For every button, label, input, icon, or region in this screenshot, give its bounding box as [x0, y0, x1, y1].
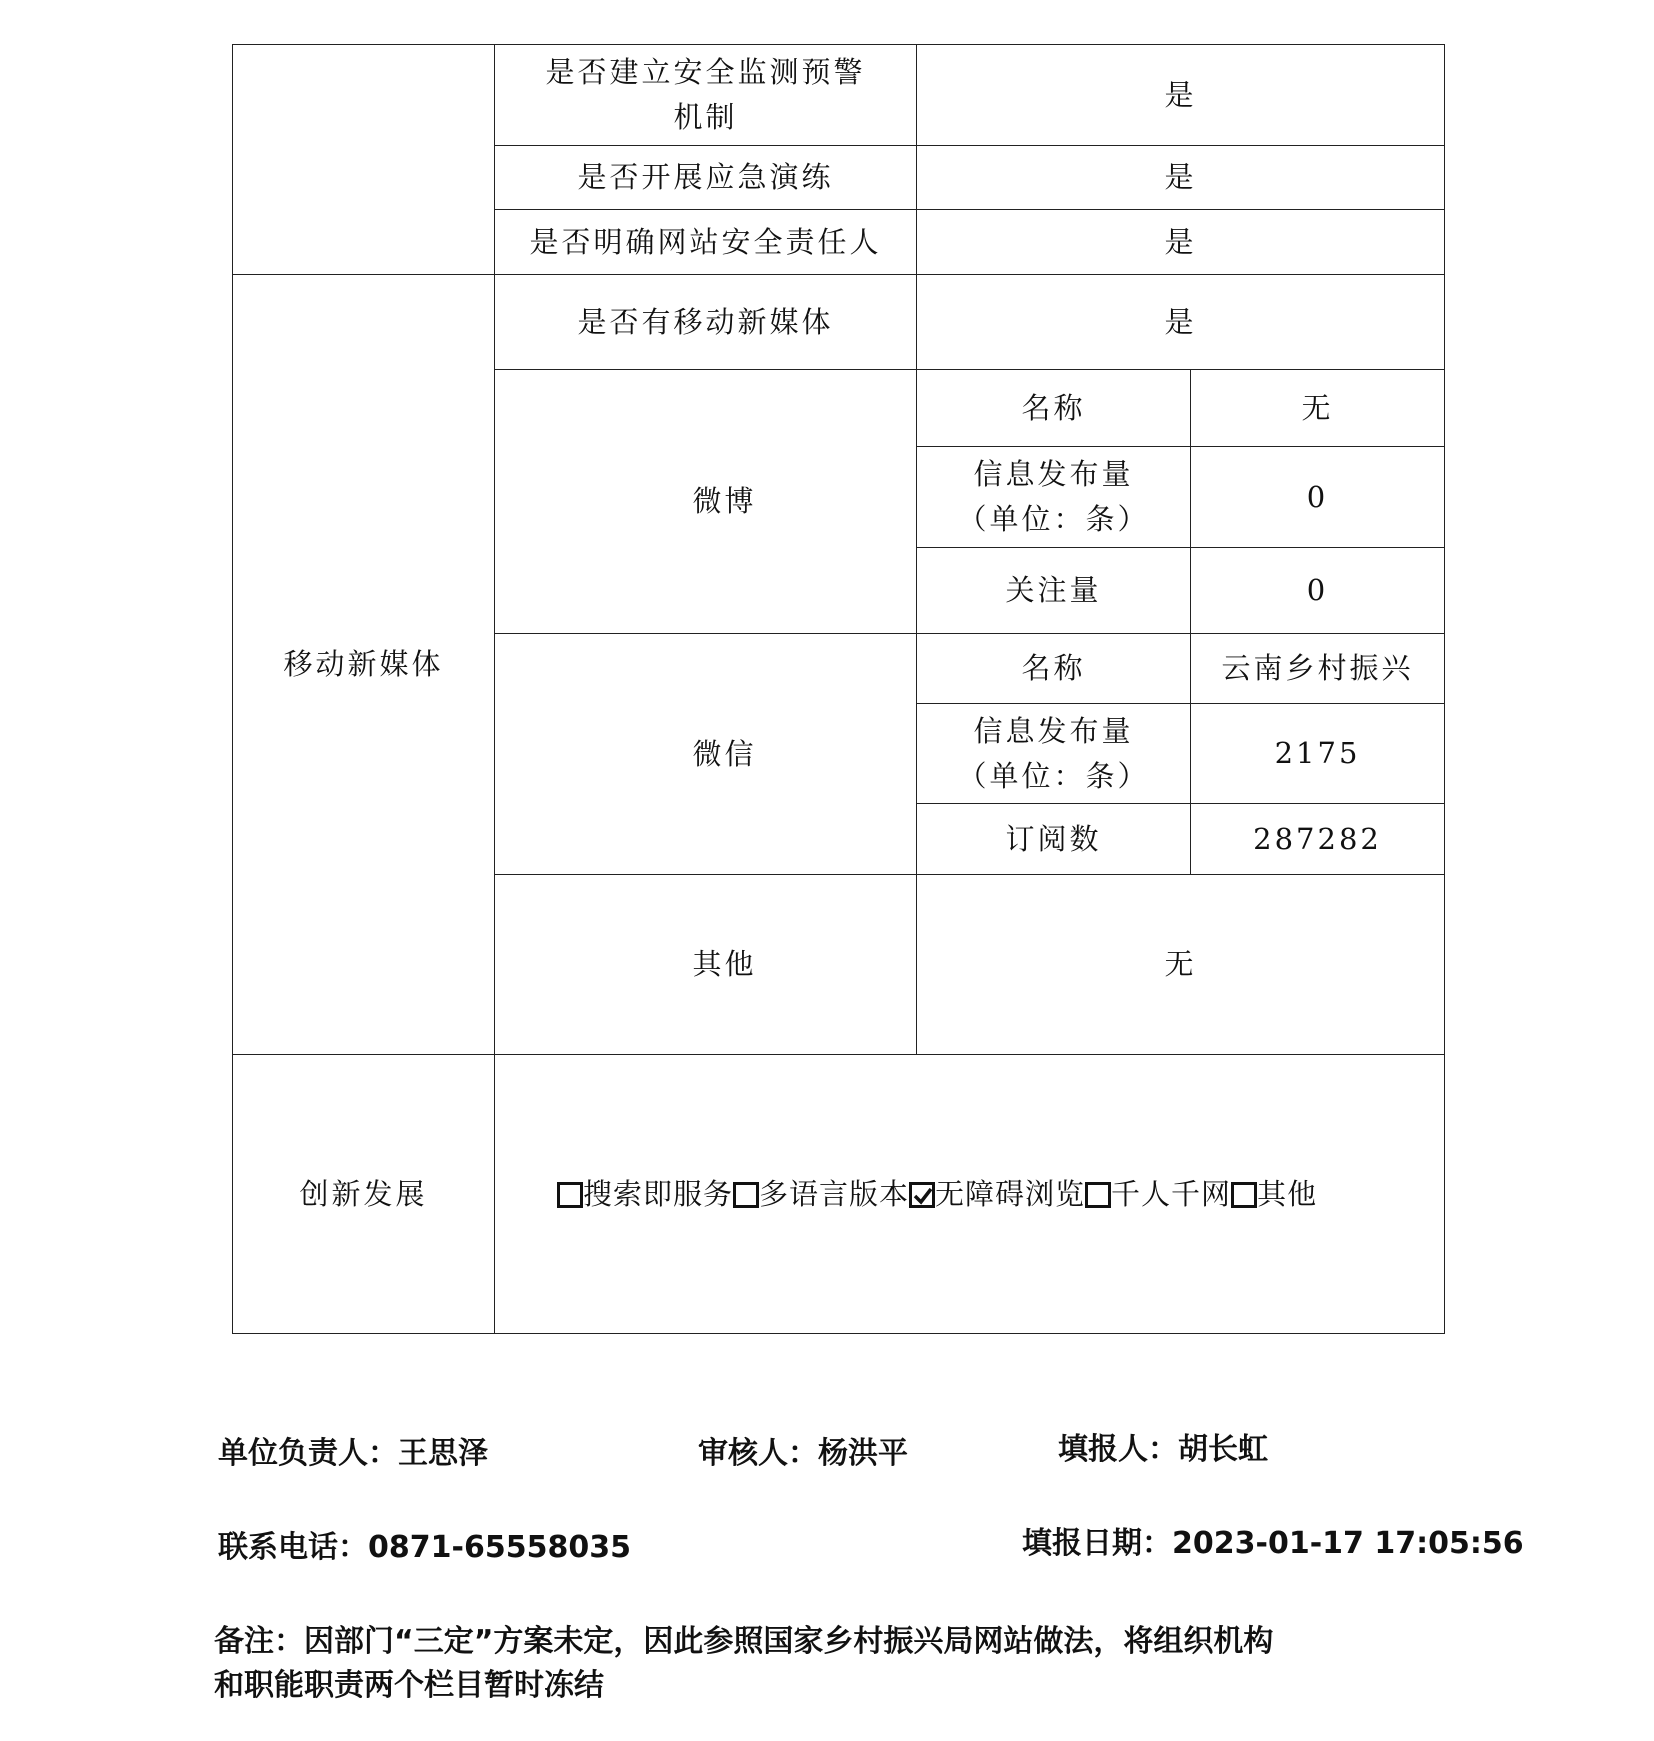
- row-innovation: [233, 1055, 1445, 1334]
- checkbox-personalized[interactable]: [1085, 1182, 1111, 1208]
- wechat-posts-label-line1: 信息发布量: [973, 713, 1134, 748]
- weibo-posts-value: 0: [1191, 447, 1445, 548]
- remark-line1: 备注：因部门“三定”方案未定，因此参照国家乡村振兴局网站做法，将组织机构: [214, 1624, 1274, 1659]
- reviewer: 审核人：杨洪平: [698, 1436, 908, 1471]
- option-label-multilingual: 多语言版本: [759, 1176, 910, 1211]
- weibo-posts-label-line1: 信息发布量: [973, 457, 1134, 492]
- security-monitoring-label-line2: 机制: [673, 100, 738, 134]
- wechat-posts-label: [917, 704, 1191, 804]
- new-media-section-title: 移动新媒体: [233, 275, 495, 1055]
- checkbox-search-as-service[interactable]: [557, 1182, 583, 1208]
- wechat-name-value: 云南乡村振兴: [1191, 634, 1445, 704]
- innovation-section-title: 创新发展: [233, 1055, 495, 1334]
- security-monitoring-label-line1: 是否建立安全监测预警: [545, 55, 866, 90]
- innovation-options: [557, 1172, 1317, 1217]
- weibo-posts-label-line2: （单位：条）: [957, 502, 1150, 536]
- has-new-media-value: 是: [917, 275, 1445, 370]
- unit-head: 单位负责人：王思泽: [218, 1436, 488, 1471]
- option-label-personalized: 千人千网: [1111, 1176, 1232, 1211]
- row-security-monitoring: [233, 45, 1445, 146]
- option-label-accessibility: 无障碍浏览: [935, 1176, 1086, 1211]
- emergency-drill-label: 是否开展应急演练: [495, 146, 917, 210]
- security-monitoring-value: 是: [917, 45, 1445, 146]
- wechat-title: 微信: [495, 634, 917, 875]
- filler: 填报人：胡长虹: [1058, 1432, 1268, 1467]
- security-owner-value: 是: [917, 210, 1445, 275]
- checkbox-multilingual[interactable]: [733, 1182, 759, 1208]
- emergency-drill-value: 是: [917, 146, 1445, 210]
- fill-date: 填报日期：2023-01-17 17:05:56: [1022, 1526, 1524, 1561]
- weibo-followers-value: 0: [1191, 548, 1445, 634]
- option-label-other: 其他: [1257, 1176, 1318, 1211]
- remark-line2: 和职能职责两个栏目暂时冻结: [214, 1668, 604, 1703]
- row-has-new-media: [233, 275, 1445, 370]
- innovation-options-cell: [495, 1055, 1445, 1334]
- wechat-name-label: 名称: [917, 634, 1191, 704]
- other-media-title: 其他: [495, 875, 917, 1055]
- wechat-subscribers-value: 287282: [1191, 804, 1445, 875]
- weibo-posts-label: [917, 447, 1191, 548]
- security-owner-label: 是否明确网站安全责任人: [495, 210, 917, 275]
- wechat-posts-value: 2175: [1191, 704, 1445, 804]
- checkbox-other[interactable]: [1231, 1182, 1257, 1208]
- wechat-posts-label-line2: （单位：条）: [957, 758, 1150, 793]
- has-new-media-label: 是否有移动新媒体: [495, 275, 917, 370]
- weibo-title: 微博: [495, 370, 917, 634]
- security-section-cell: [233, 45, 495, 275]
- contact-phone: 联系电话：0871-65558035: [218, 1530, 631, 1565]
- option-label-search-as-service: 搜索即服务: [583, 1176, 734, 1211]
- remark: [214, 1620, 1444, 1708]
- security-monitoring-label: [495, 45, 917, 146]
- checkbox-accessibility[interactable]: [909, 1182, 935, 1208]
- checkmark-icon: [911, 1184, 935, 1208]
- weibo-name-value: 无: [1191, 370, 1445, 447]
- weibo-name-label: 名称: [917, 370, 1191, 447]
- wechat-subscribers-label: 订阅数: [917, 804, 1191, 875]
- other-media-value: 无: [917, 875, 1445, 1055]
- weibo-followers-label: 关注量: [917, 548, 1191, 634]
- report-table: [232, 44, 1445, 1334]
